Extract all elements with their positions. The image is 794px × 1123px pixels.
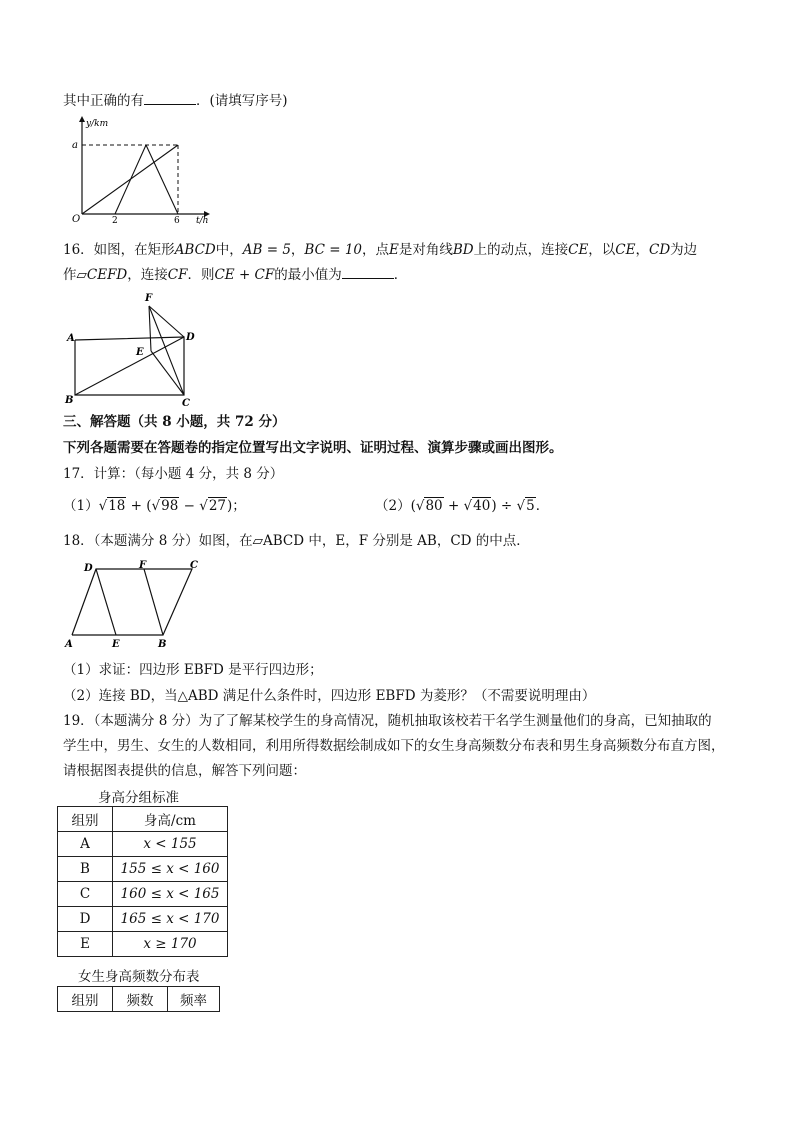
table-cell: A: [58, 832, 113, 857]
fig16-label-F: F: [145, 293, 153, 304]
graph1-origin-label: O: [72, 214, 81, 225]
table-cell: C: [58, 882, 113, 907]
q15-answer-line: 其中正确的有 ．(请填写序号): [63, 93, 288, 109]
q17-part1: （1）√18 + (√98 − √27)；: [63, 498, 246, 514]
height-groups-table: [57, 806, 228, 957]
table-row: [58, 932, 228, 957]
table-row: [58, 857, 228, 882]
graph1-ylabel: y/km: [86, 119, 109, 129]
q16-line2: 作▱CEFD，连接CF．则CE + CF的最小值为 ．: [63, 267, 408, 283]
table-header-cell: 组别: [58, 807, 113, 832]
table-header-cell: 组别: [58, 987, 113, 1012]
fig18-label-A: A: [65, 639, 73, 650]
rectangle-figure-16: [60, 288, 210, 410]
table-cell: 155 ≤ x < 160: [113, 857, 228, 882]
fig16-label-E: E: [136, 347, 144, 358]
table-cell: 160 ≤ x < 165: [113, 882, 228, 907]
table-header-cell: 频率: [168, 987, 220, 1012]
table-row: [58, 832, 228, 857]
fig18-label-B: B: [158, 639, 167, 650]
q16-answer-blank[interactable]: [342, 266, 394, 279]
table-row: [58, 907, 228, 932]
table-cell: D: [58, 907, 113, 932]
graph1-tick-6: 6: [174, 216, 180, 226]
table1-caption: 身高分组标准: [98, 790, 179, 806]
table-cell: 165 ≤ x < 170: [113, 907, 228, 932]
fig18-label-D: D: [84, 563, 93, 574]
fig16-label-C: C: [182, 398, 190, 409]
q18-sub1: （1）求证：四边形 EBFD 是平行四边形；: [63, 662, 323, 678]
q18-sub2: （2）连接 BD，当△ABD 满足什么条件时，四边形 EBFD 为菱形？（不需要说明理由）: [63, 688, 596, 704]
section3-title: 三、解答题（共 8 小题，共 72 分）: [63, 414, 286, 430]
fig18-label-F: F: [139, 560, 147, 571]
graph1-a-label: a: [72, 140, 78, 151]
graph1-tick-2: 2: [112, 216, 118, 226]
table-cell: x < 155: [113, 832, 228, 857]
q19-line3: 请根据图表提供的信息，解答下列问题：: [63, 763, 306, 779]
q19-line2: 学生中，男生、女生的人数相同，利用所得数据绘制成如下的女生身高频数分布表和男生身高频数分布直方图，: [63, 738, 725, 754]
fig16-label-B: B: [65, 395, 74, 406]
distance-time-graph: [62, 114, 212, 226]
q18-title: 18．（本题满分 8 分）如图，在▱ABCD 中，E，F 分别是 AB，CD 的中点．: [63, 533, 530, 549]
table-header-row: [58, 807, 228, 832]
table-cell: x ≥ 170: [113, 932, 228, 957]
table-header-cell: 身高/cm: [113, 807, 228, 832]
fig18-label-E: E: [112, 639, 120, 650]
female-frequency-table: [57, 986, 220, 1012]
table-row: [58, 882, 228, 907]
table-cell: B: [58, 857, 113, 882]
q19-line1: 19．（本题满分 8 分）为了了解某校学生的身高情况，随机抽取该校若干名学生测量他们的身高，已知抽取的: [63, 713, 712, 729]
table-header-row: [58, 987, 220, 1012]
q17-title: 17．计算：（每小题 4 分，共 8 分）: [63, 466, 284, 482]
fig16-label-A: A: [67, 333, 75, 344]
fig16-label-D: D: [186, 332, 195, 343]
q15-answer-blank[interactable]: [144, 92, 196, 105]
q16-line1: 16．如图，在矩形ABCD中，AB = 5，BC = 10，点E是对角线BD上的动点，连接CE，以CE，CD为边: [63, 242, 698, 258]
table-cell: E: [58, 932, 113, 957]
section3-instruction: 下列各题需要在答题卷的指定位置写出文字说明、证明过程、演算步骤或画出图形。: [63, 440, 563, 456]
q17-part2: （2）(√80 + √40) ÷ √5．: [375, 498, 550, 514]
table2-caption: 女生身高频数分布表: [78, 969, 200, 985]
fig18-label-C: C: [190, 560, 198, 571]
table-header-cell: 频数: [113, 987, 168, 1012]
parallelogram-figure-18: [60, 556, 210, 652]
graph1-xlabel: t/h: [196, 216, 209, 226]
